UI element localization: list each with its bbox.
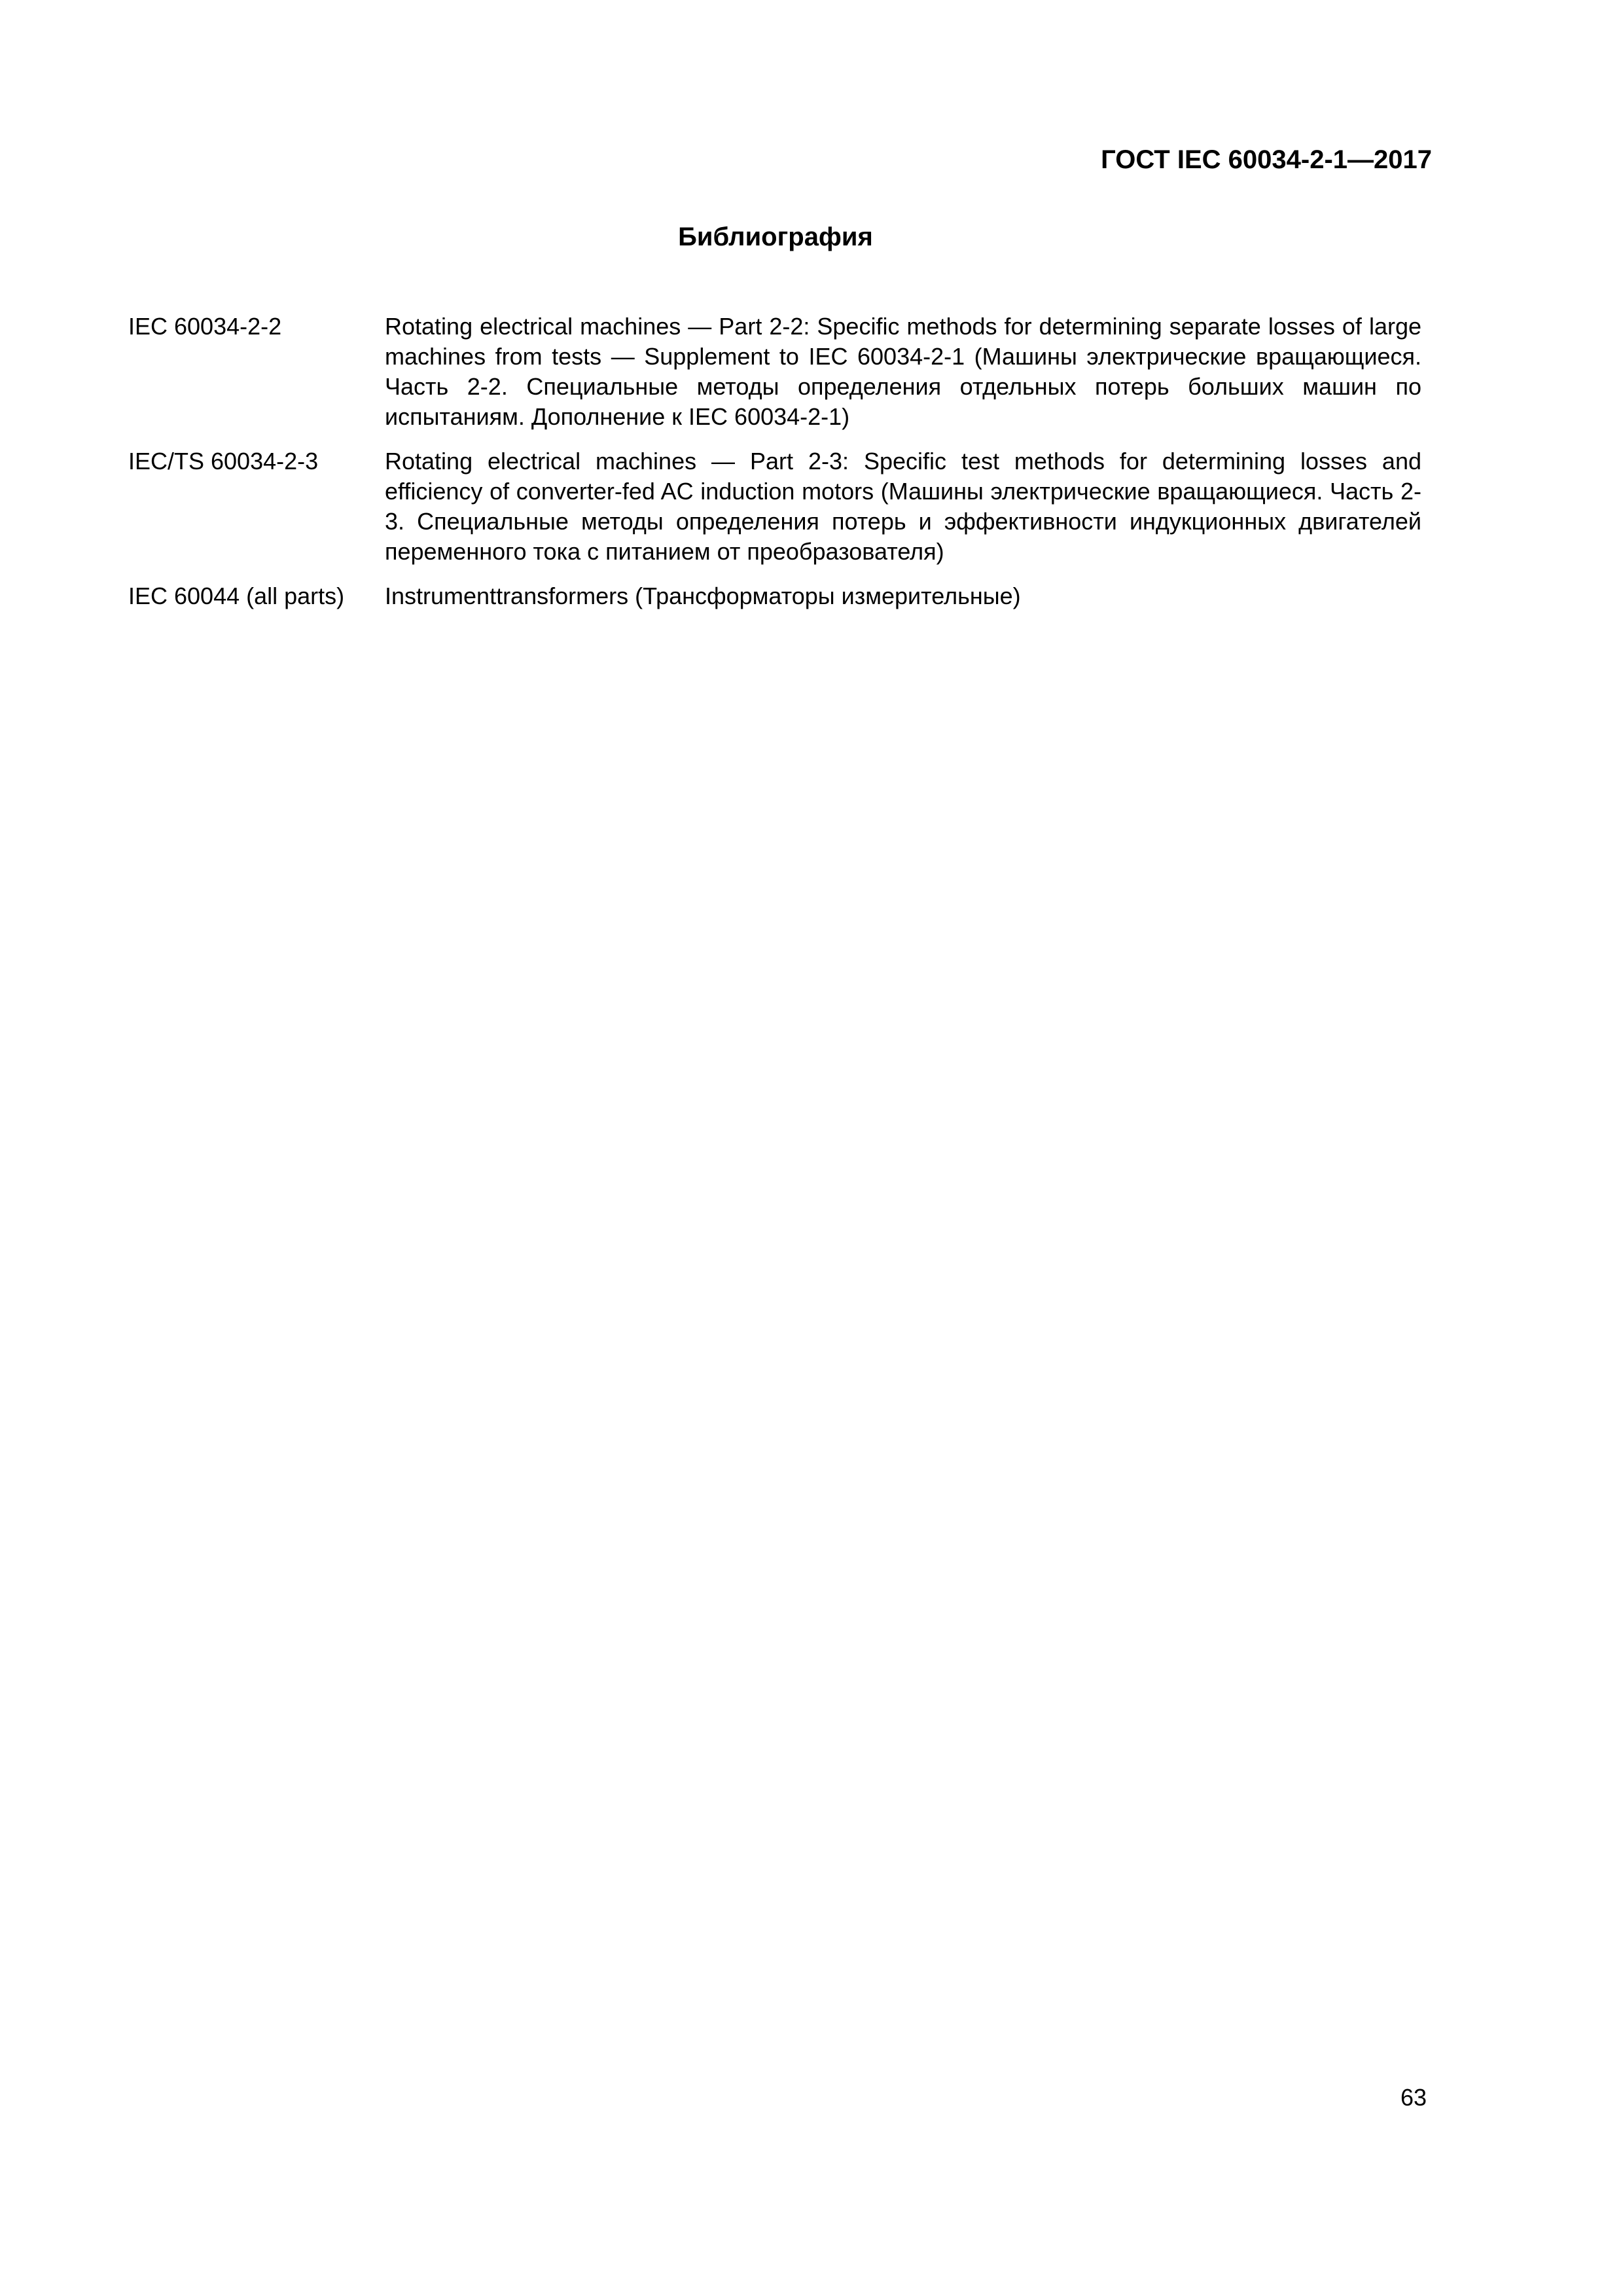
page-number: 63 — [1400, 2084, 1427, 2111]
bibliography-text: Rotating electrical machines — Part 2-2: Specific methods for determining separate losses of large machines from tests — Supplement to IEC 60034-2-1 (Машины электрические вращающиеся. Часть 2-2. Специальные методы определения отдельных потерь больших машин по испытаниям. Дополнение к IEC 60034-2-1) — [385, 313, 1421, 430]
bibliography-entry — [128, 446, 1421, 567]
bibliography-ref: IEC/TS 60034-2-3 — [128, 448, 319, 475]
bibliography-entry — [128, 312, 1421, 432]
bibliography-text: Rotating electrical machines — Part 2-3: Specific test methods for determining losses and efficiency of converter-fed AC induction motors (Машины электрические вращающиеся. Часть 2-3. Специальные методы определения потерь и эффективности индукционных двигателей переменного тока с питанием от преобразователя) — [385, 448, 1421, 565]
bibliography-ref: IEC 60034-2-2 — [128, 313, 282, 340]
bibliography-ref: IEC 60044 (all parts) — [128, 583, 345, 609]
bibliography-entry — [128, 581, 1421, 611]
document-code-header: ГОСТ IEC 60034-2-1—2017 — [1101, 145, 1432, 174]
bibliography-list — [128, 312, 1421, 626]
page-title: Библиография — [678, 223, 873, 251]
bibliography-text: Instrumenttransformers (Трансформаторы измерительные) — [385, 583, 1021, 609]
